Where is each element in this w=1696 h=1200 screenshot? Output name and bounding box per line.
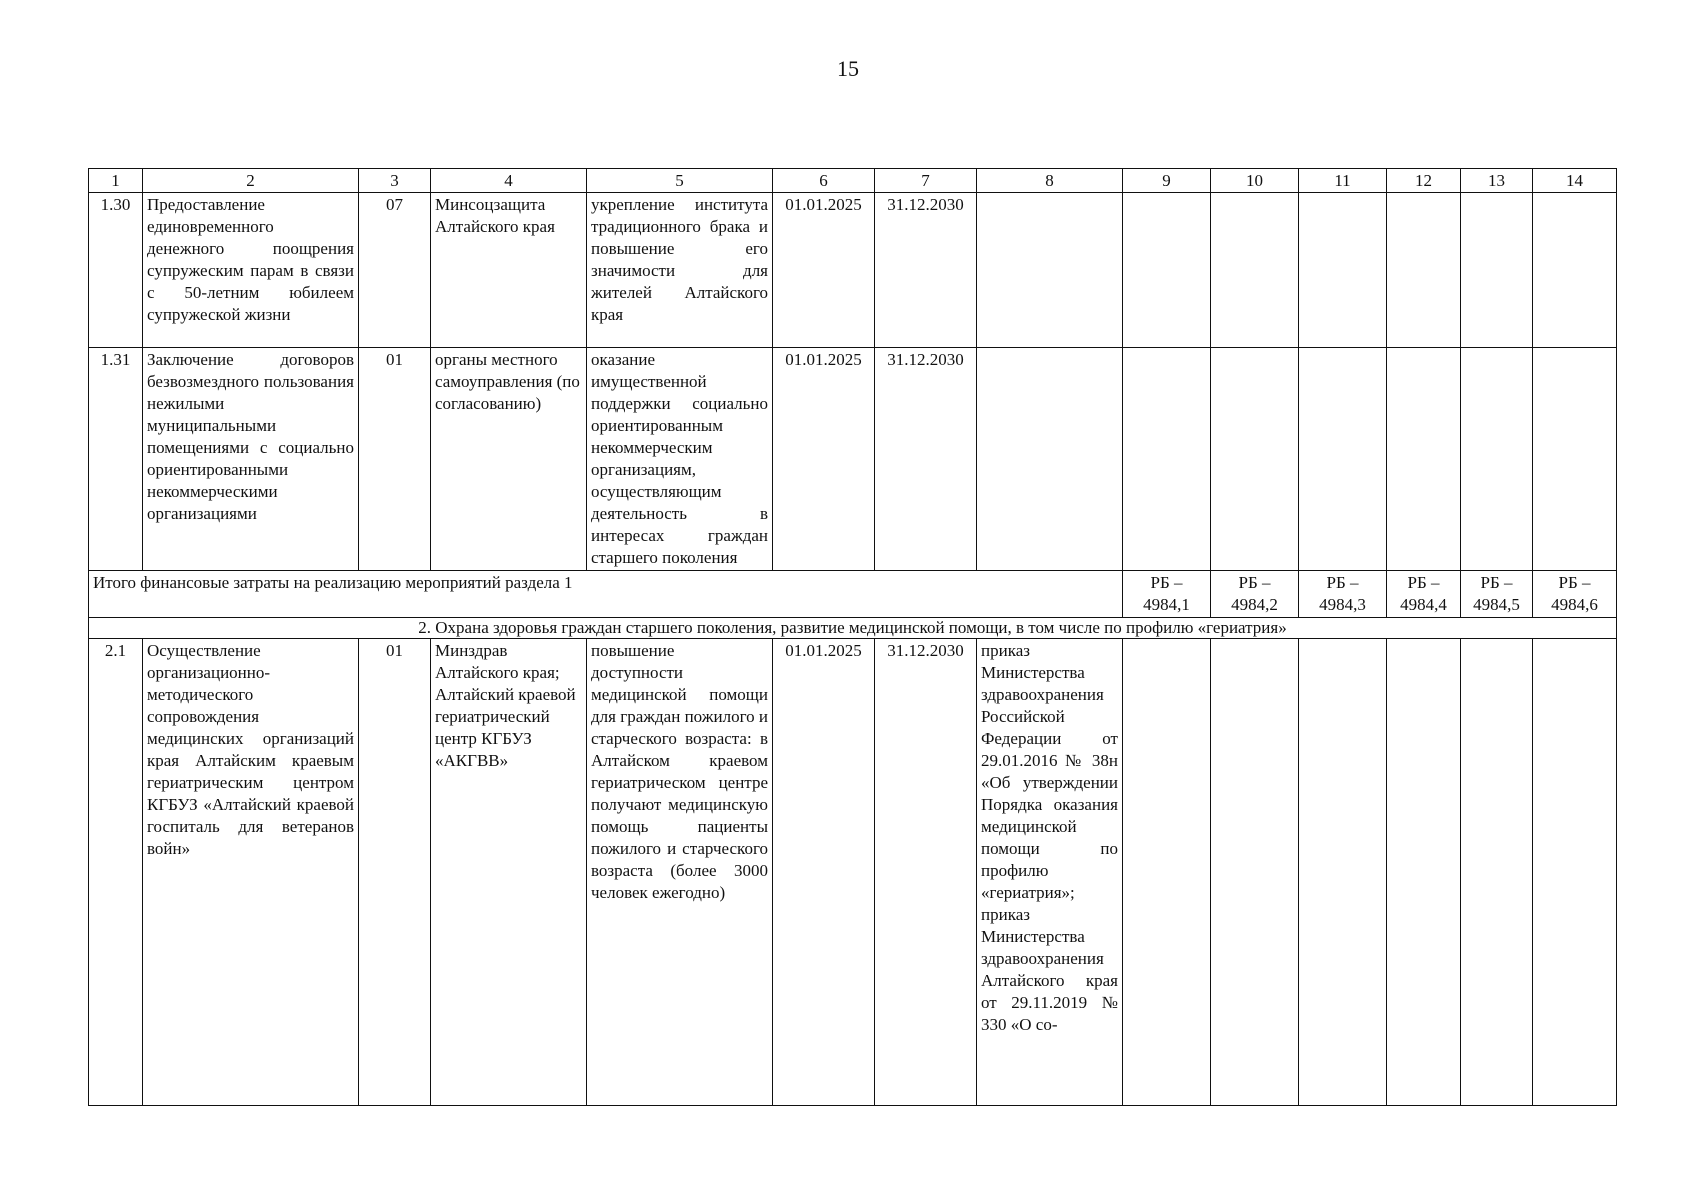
column-header: 13	[1461, 169, 1533, 193]
end-date: 31.12.2030	[875, 193, 977, 348]
column-number-header-row	[89, 169, 1617, 193]
column-header: 10	[1211, 169, 1299, 193]
funding-cell	[1387, 639, 1461, 1106]
funding-cell	[1299, 193, 1387, 348]
section-total-row	[89, 571, 1617, 618]
column-header: 3	[359, 169, 431, 193]
start-date: 01.01.2025	[773, 348, 875, 571]
table-row	[89, 348, 1617, 571]
funding-cell	[1211, 193, 1299, 348]
total-value-2029: РБ – 4984,5	[1461, 571, 1533, 618]
total-value-2026: РБ – 4984,2	[1211, 571, 1299, 618]
measure-name: Заключение договоров безвозмездного пользования нежилыми муниципальными помещениями с социально ориентированными некоммерческими организациями	[143, 348, 359, 571]
total-value-2028: РБ – 4984,4	[1387, 571, 1461, 618]
expected-result: укрепление института традиционного брака и повышение его значимости для жителей Алтайского края	[587, 193, 773, 348]
column-header: 7	[875, 169, 977, 193]
total-value-2025: РБ – 4984,1	[1123, 571, 1211, 618]
funding-cell	[1461, 639, 1533, 1106]
column-header: 12	[1387, 169, 1461, 193]
legal-basis	[977, 348, 1123, 571]
end-date: 31.12.2030	[875, 639, 977, 1106]
funding-cell	[1299, 348, 1387, 571]
column-header: 6	[773, 169, 875, 193]
funding-cell	[1211, 639, 1299, 1106]
row-number: 2.1	[89, 639, 143, 1106]
funding-cell	[1387, 348, 1461, 571]
column-header: 4	[431, 169, 587, 193]
table-row	[89, 193, 1617, 348]
column-header: 8	[977, 169, 1123, 193]
row-number: 1.31	[89, 348, 143, 571]
funding-cell	[1533, 348, 1617, 571]
funding-cell	[1123, 639, 1211, 1106]
measure-name: Осуществление организационно-методического сопровождения медицинских организаций края Алтайским краевым гериатрическим центром КГБУЗ «Алтайский краевой госпиталь для ветеранов войн»	[143, 639, 359, 1106]
funding-cell	[1299, 639, 1387, 1106]
column-header: 11	[1299, 169, 1387, 193]
task-code: 01	[359, 348, 431, 571]
row-number: 1.30	[89, 193, 143, 348]
section-title: 2. Охрана здоровья граждан старшего поколения, развитие медицинской помощи, в том числе по профилю «гериатрия»	[89, 618, 1617, 639]
section-total-label: Итого финансовые затраты на реализацию мероприятий раздела 1	[89, 571, 1123, 618]
column-header: 1	[89, 169, 143, 193]
measure-name: Предоставление единовременного денежного поощрения супружеским парам в связи с 50-летним юбилеем супружеской жизни	[143, 193, 359, 348]
funding-cell	[1123, 193, 1211, 348]
column-header: 9	[1123, 169, 1211, 193]
task-code: 01	[359, 639, 431, 1106]
total-value-2030: РБ – 4984,6	[1533, 571, 1617, 618]
task-code: 07	[359, 193, 431, 348]
expected-result: повышение доступности медицинской помощи для граждан пожилого и старческого возраста: в Алтайском краевом гериатрическом центре получают медицинскую помощь пациенты пожилого и старческого возраста (более 3000 человек ежегодно)	[587, 639, 773, 1106]
start-date: 01.01.2025	[773, 639, 875, 1106]
legal-basis: приказ Министерства здравоохранения Российской Федерации от 29.01.2016 № 38н «Об утверждении Порядка оказания медицинской помощи по профилю «гериатрия»; приказ Министерства здравоохранения Алтайского края от 29.11.2019 № 330 «О со-	[977, 639, 1123, 1106]
end-date: 31.12.2030	[875, 348, 977, 571]
funding-cell	[1211, 348, 1299, 571]
page-number: 15	[837, 56, 859, 81]
total-value-2027: РБ – 4984,3	[1299, 571, 1387, 618]
funding-cell	[1387, 193, 1461, 348]
executor: органы местного самоуправления (по согласованию)	[431, 348, 587, 571]
column-header: 2	[143, 169, 359, 193]
section-heading-row	[89, 618, 1617, 639]
expected-result: оказание имущественной поддержки социально ориентированным некоммерческим организациям, осуществляющим деятельность в интересах граждан старшего поколения	[587, 348, 773, 571]
funding-cell	[1461, 193, 1533, 348]
action-plan-table	[88, 168, 1617, 1106]
funding-cell	[1533, 639, 1617, 1106]
legal-basis	[977, 193, 1123, 348]
funding-cell	[1533, 193, 1617, 348]
executor: Минсоцзащита Алтайского края	[431, 193, 587, 348]
column-header: 14	[1533, 169, 1617, 193]
funding-cell	[1123, 348, 1211, 571]
table-row	[89, 639, 1617, 1106]
executor: Минздрав Алтайского края; Алтайский краевой гериатрический центр КГБУЗ «АКГВВ»	[431, 639, 587, 1106]
funding-cell	[1461, 348, 1533, 571]
start-date: 01.01.2025	[773, 193, 875, 348]
column-header: 5	[587, 169, 773, 193]
